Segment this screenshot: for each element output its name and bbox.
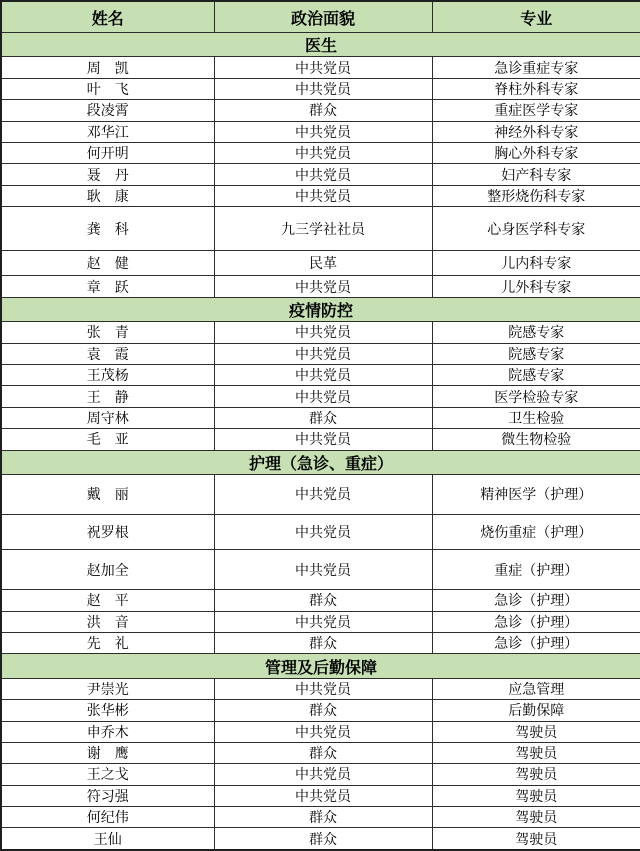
- party-cell: 群众: [214, 407, 432, 428]
- specialty-cell: 院感专家: [432, 365, 640, 386]
- table-row: [1, 785, 640, 806]
- party-cell: 九三学社社员: [214, 207, 432, 251]
- name-cell: 祝罗根: [1, 514, 214, 550]
- party-cell: 民革: [214, 250, 432, 275]
- party-cell: 中共党员: [214, 121, 432, 142]
- section-header-epidemic: [1, 297, 640, 321]
- table-row: [1, 100, 640, 121]
- section-title: 疫情防控: [1, 297, 640, 321]
- name-cell: 赵 平: [1, 590, 214, 611]
- table-row: [1, 185, 640, 206]
- party-cell: 中共党员: [214, 475, 432, 515]
- name-cell: 周守林: [1, 407, 214, 428]
- table-row: [1, 429, 640, 450]
- party-cell: 中共党员: [214, 721, 432, 742]
- party-cell: 中共党员: [214, 785, 432, 806]
- name-cell: 耿 康: [1, 185, 214, 206]
- table-row: [1, 250, 640, 275]
- party-cell: 群众: [214, 828, 432, 850]
- specialty-cell: 院感专家: [432, 322, 640, 343]
- specialty-cell: 医学检验专家: [432, 386, 640, 407]
- specialty-cell: 急诊重症专家: [432, 57, 640, 78]
- table-row: [1, 386, 640, 407]
- name-cell: 章 跃: [1, 276, 214, 297]
- party-cell: 群众: [214, 700, 432, 721]
- name-cell: 何开明: [1, 143, 214, 164]
- specialty-cell: 应急管理: [432, 678, 640, 699]
- specialty-cell: 整形烧伤科专家: [432, 185, 640, 206]
- name-cell: 周 凯: [1, 57, 214, 78]
- party-cell: 中共党员: [214, 78, 432, 99]
- column-header-name: 姓名: [1, 1, 214, 33]
- specialty-cell: 后勤保障: [432, 700, 640, 721]
- table-row: [1, 407, 640, 428]
- party-cell: 中共党员: [214, 143, 432, 164]
- table-row: [1, 742, 640, 763]
- specialty-cell: 驾驶员: [432, 807, 640, 828]
- party-cell: 群众: [214, 742, 432, 763]
- party-cell: 群众: [214, 590, 432, 611]
- name-cell: 王 静: [1, 386, 214, 407]
- party-cell: 中共党员: [214, 429, 432, 450]
- name-cell: 聂 丹: [1, 164, 214, 185]
- section-header-doctors: [1, 33, 640, 57]
- table-row: [1, 164, 640, 185]
- name-cell: 申乔木: [1, 721, 214, 742]
- party-cell: 中共党员: [214, 185, 432, 206]
- specialty-cell: 儿内科专家: [432, 250, 640, 275]
- specialty-cell: 心身医学科专家: [432, 207, 640, 251]
- party-cell: 中共党员: [214, 550, 432, 590]
- party-cell: 中共党员: [214, 514, 432, 550]
- table-row: [1, 365, 640, 386]
- specialty-cell: 儿外科专家: [432, 276, 640, 297]
- name-cell: 毛 亚: [1, 429, 214, 450]
- name-cell: 谢 鹰: [1, 742, 214, 763]
- name-cell: 张 青: [1, 322, 214, 343]
- table-row: [1, 276, 640, 297]
- table-row: [1, 590, 640, 611]
- party-cell: 中共党员: [214, 276, 432, 297]
- specialty-cell: 驾驶员: [432, 742, 640, 763]
- name-cell: 赵加全: [1, 550, 214, 590]
- party-cell: 中共党员: [214, 764, 432, 785]
- name-cell: 洪 音: [1, 611, 214, 632]
- name-cell: 先 礼: [1, 632, 214, 653]
- specialty-cell: 胸心外科专家: [432, 143, 640, 164]
- party-cell: 中共党员: [214, 343, 432, 364]
- table-row: [1, 611, 640, 632]
- specialty-cell: 驾驶员: [432, 828, 640, 850]
- name-cell: 王之戈: [1, 764, 214, 785]
- name-cell: 戴 丽: [1, 475, 214, 515]
- specialty-cell: 卫生检验: [432, 407, 640, 428]
- column-header-party: 政治面貌: [214, 1, 432, 33]
- party-cell: 中共党员: [214, 611, 432, 632]
- table-row: [1, 632, 640, 653]
- specialty-cell: 驾驶员: [432, 764, 640, 785]
- table-row: [1, 514, 640, 550]
- table-row: [1, 828, 640, 850]
- name-cell: 袁 霞: [1, 343, 214, 364]
- table-row: [1, 343, 640, 364]
- name-cell: 王茂杨: [1, 365, 214, 386]
- specialty-cell: 驾驶员: [432, 721, 640, 742]
- specialty-cell: 烧伤重症（护理）: [432, 514, 640, 550]
- party-cell: 群众: [214, 632, 432, 653]
- name-cell: 龚 科: [1, 207, 214, 251]
- table-row: [1, 121, 640, 142]
- specialty-cell: 重症医学专家: [432, 100, 640, 121]
- party-cell: 中共党员: [214, 57, 432, 78]
- specialty-cell: 妇产科专家: [432, 164, 640, 185]
- table-row: [1, 57, 640, 78]
- name-cell: 段凌霄: [1, 100, 214, 121]
- name-cell: 赵 健: [1, 250, 214, 275]
- table-row: [1, 475, 640, 515]
- section-title: 管理及后勤保障: [1, 654, 640, 678]
- section-title: 医生: [1, 33, 640, 57]
- name-cell: 张华彬: [1, 700, 214, 721]
- party-cell: 群众: [214, 100, 432, 121]
- table-row: [1, 322, 640, 343]
- specialty-cell: 院感专家: [432, 343, 640, 364]
- name-cell: 王仙: [1, 828, 214, 850]
- table-header-row: [1, 1, 640, 33]
- party-cell: 中共党员: [214, 678, 432, 699]
- specialty-cell: 精神医学（护理）: [432, 475, 640, 515]
- name-cell: 叶 飞: [1, 78, 214, 99]
- specialty-cell: 急诊（护理）: [432, 611, 640, 632]
- section-header-logistics: [1, 654, 640, 678]
- party-cell: 中共党员: [214, 322, 432, 343]
- specialty-cell: 脊柱外科专家: [432, 78, 640, 99]
- table-row: [1, 721, 640, 742]
- party-cell: 中共党员: [214, 386, 432, 407]
- specialty-cell: 微生物检验: [432, 429, 640, 450]
- specialty-cell: 神经外科专家: [432, 121, 640, 142]
- table-row: [1, 207, 640, 251]
- name-cell: 符习强: [1, 785, 214, 806]
- name-cell: 尹崇光: [1, 678, 214, 699]
- section-title: 护理（急诊、重症）: [1, 450, 640, 474]
- table-row: [1, 143, 640, 164]
- section-header-nursing: [1, 450, 640, 474]
- name-cell: 何纪伟: [1, 807, 214, 828]
- party-cell: 群众: [214, 807, 432, 828]
- specialty-cell: 急诊（护理）: [432, 632, 640, 653]
- table-row: [1, 78, 640, 99]
- party-cell: 中共党员: [214, 164, 432, 185]
- name-cell: 邓华江: [1, 121, 214, 142]
- specialty-cell: 急诊（护理）: [432, 590, 640, 611]
- table-row: [1, 678, 640, 699]
- table-row: [1, 807, 640, 828]
- table-row: [1, 700, 640, 721]
- party-cell: 中共党员: [214, 365, 432, 386]
- column-header-specialty: 专业: [432, 1, 640, 33]
- specialty-cell: 重症（护理）: [432, 550, 640, 590]
- table-row: [1, 764, 640, 785]
- specialty-cell: 驾驶员: [432, 785, 640, 806]
- table-row: [1, 550, 640, 590]
